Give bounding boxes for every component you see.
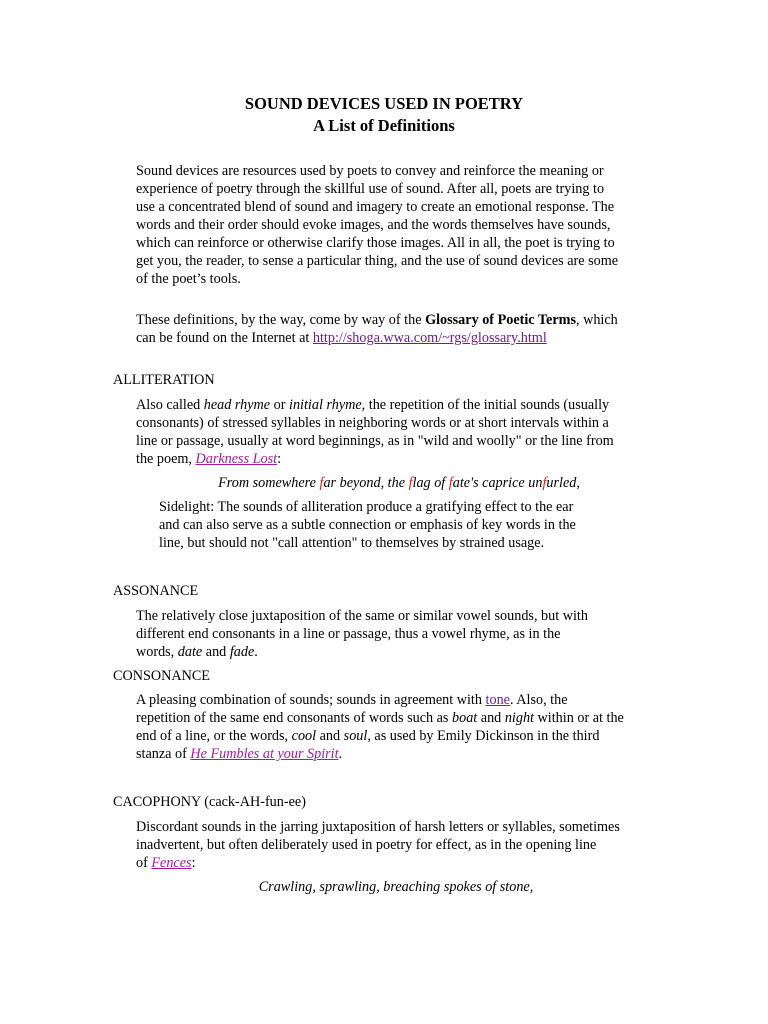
- definition-line: [136, 396, 676, 414]
- definition-line: [136, 643, 676, 661]
- definition-line: line or passage, usually at word beginnings, as in "wild and woolly" or the line from: [136, 433, 614, 449]
- definition-line: inadvertent, but often deliberately used in poetry for effect, as in the opening line: [136, 837, 597, 853]
- definition-line: [136, 691, 676, 709]
- term-assonance: ASSONANCE: [113, 583, 199, 599]
- fences-link[interactable]: Fences: [151, 855, 192, 871]
- definition-line: consonants) of stressed syllables in neighboring words or at short intervals within a: [136, 415, 609, 431]
- definition-line: Discordant sounds in the jarring juxtaposition of harsh letters or syllables, sometimes: [136, 819, 620, 835]
- alliteration-sidelight: [159, 498, 639, 552]
- intro-line: of the poet’s tools.: [136, 271, 241, 287]
- emphasis: soul,: [343, 728, 371, 744]
- source-text: These definitions, by the way, come by way of the: [136, 312, 426, 328]
- glossary-title: Glossary of Poetic Terms: [425, 312, 576, 328]
- intro-line: words and their order should evoke images, and the words themselves have sounds,: [136, 217, 611, 233]
- text: words,: [136, 644, 178, 660]
- emphasis: date: [177, 644, 203, 660]
- emphasis: cool: [291, 728, 317, 744]
- page-title: SOUND DEVICES USED IN POETRY: [244, 94, 524, 113]
- text: or: [270, 397, 290, 413]
- text: Also called: [136, 397, 204, 413]
- definition-line: [136, 745, 676, 763]
- text: within or at the: [534, 710, 624, 726]
- cacophony-quote: Crawling, sprawling, breaching spokes of stone,: [258, 879, 534, 895]
- sidelight-line: line, but should not "call attention" to themselves by strained usage.: [159, 535, 545, 551]
- highlighted-letter: f: [319, 475, 324, 491]
- text: and: [202, 644, 230, 660]
- emphasis: initial rhyme: [289, 397, 362, 413]
- highlighted-letter: f: [542, 475, 547, 491]
- text: :: [277, 451, 282, 467]
- quote-text: urled,: [546, 475, 580, 491]
- text: and: [316, 728, 344, 744]
- intro-line: experience of poetry through the skillful use of sound. After all, poets are trying to: [136, 181, 605, 197]
- emphasis: head rhyme: [203, 397, 271, 413]
- definition-line: [136, 854, 676, 872]
- text: A pleasing combination of sounds; sounds in agreement with: [136, 692, 486, 708]
- definition-line: different end consonants in a line or passage, thus a vowel rhyme, as in the: [136, 626, 561, 642]
- source-line-2: [136, 329, 676, 347]
- emphasis: boat: [452, 710, 478, 726]
- quote-text: lag of: [412, 475, 449, 491]
- definition-line: [136, 709, 676, 727]
- intro-line: which can reinforce or otherwise clarify those images. All in all, the poet is trying to: [136, 235, 615, 251]
- intro-line: use a concentrated blend of sound and imagery to create an emotional response. The: [136, 199, 614, 215]
- text: :: [191, 855, 196, 871]
- source-line-1: [136, 311, 676, 329]
- text: . Also, the: [509, 692, 568, 708]
- darkness-lost-link[interactable]: Darkness Lost: [195, 451, 278, 467]
- text: the poem,: [136, 451, 196, 467]
- sidelight-line: Sidelight: The sounds of alliteration produce a gratifying effect to the ear: [159, 499, 574, 515]
- text: of: [136, 855, 152, 871]
- text: .: [254, 644, 258, 660]
- quote-text: ar beyond, the: [323, 475, 409, 491]
- alliteration-quote: [15, 474, 768, 492]
- consonance-definition: [136, 691, 676, 763]
- page-subtitle: A List of Definitions: [313, 116, 455, 135]
- text: end of a line, or the words,: [136, 728, 292, 744]
- text: repetition of the same end consonants of words such as: [136, 710, 452, 726]
- text: and: [477, 710, 505, 726]
- assonance-definition: [136, 607, 676, 661]
- term-alliteration: ALLITERATION: [113, 372, 215, 388]
- quote-text: From somewhere: [218, 475, 320, 491]
- quote-text: ate's caprice un: [452, 475, 543, 491]
- text: .: [338, 746, 343, 762]
- text: , the repetition of the initial sounds (usually: [361, 397, 610, 413]
- term-cacophony: CACOPHONY (cack-AH-fun-ee): [113, 794, 306, 810]
- cacophony-definition: [136, 818, 676, 872]
- definition-line: The relatively close juxtaposition of the same or similar vowel sounds, but with: [136, 608, 588, 624]
- intro-line: Sound devices are resources used by poets to convey and reinforce the meaning or: [136, 163, 604, 179]
- source-text: can be found on the Internet at: [136, 330, 313, 346]
- alliteration-definition: [136, 396, 676, 468]
- text: stanza of: [136, 746, 191, 762]
- he-fumbles-link[interactable]: He Fumbles at your Spirit: [190, 746, 339, 762]
- definition-line: [136, 450, 676, 468]
- source-text: , which: [575, 312, 618, 328]
- sidelight-line: and can also serve as a subtle connection or emphasis of key words in the: [159, 517, 576, 533]
- highlighted-letter: f: [408, 475, 413, 491]
- source-paragraph: [136, 311, 676, 347]
- highlighted-letter: f: [448, 475, 453, 491]
- emphasis: fade: [229, 644, 255, 660]
- term-consonance: CONSONANCE: [113, 668, 210, 684]
- text: as used by Emily Dickinson in the third: [370, 728, 600, 744]
- glossary-url-link[interactable]: http://shoga.wwa.com/~rgs/glossary.html: [312, 330, 547, 346]
- intro-paragraph: [136, 162, 676, 288]
- emphasis: night: [504, 710, 534, 726]
- tone-link[interactable]: tone: [485, 692, 510, 708]
- intro-line: get you, the reader, to sense a particular thing, and the use of sound devices are some: [136, 253, 619, 269]
- definition-line: [136, 727, 676, 745]
